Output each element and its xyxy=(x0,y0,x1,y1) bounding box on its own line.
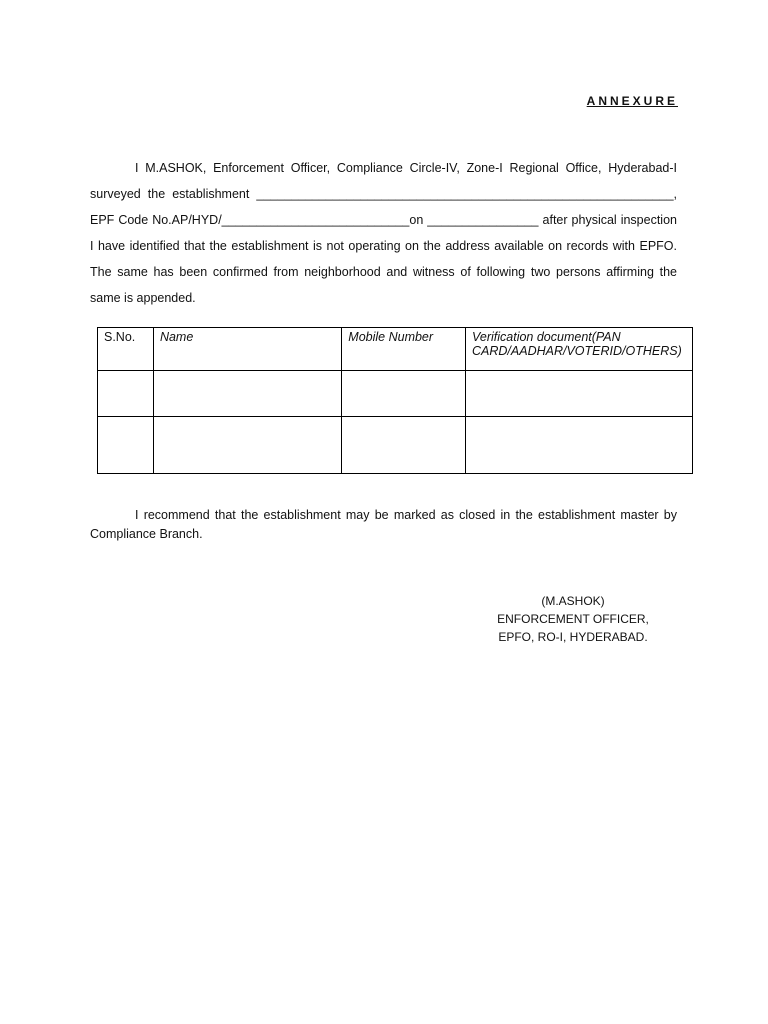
annexure-title: ANNEXURE xyxy=(586,94,678,108)
recommendation-line-2: Compliance Branch. xyxy=(90,527,203,541)
recommendation-line-1: I recommend that the establishment may be marked as closed in the establishment master by xyxy=(135,508,677,522)
paragraph-line-6: same is appended. xyxy=(90,291,196,305)
table-cell xyxy=(466,371,693,417)
paragraph-line-4: I have identified that the establishment is not operating on the address available on records with EPFO. xyxy=(90,239,677,253)
header-name: Name xyxy=(153,328,341,371)
table-cell xyxy=(153,371,341,417)
table-row xyxy=(98,417,693,474)
table-cell xyxy=(153,417,341,474)
paragraph-line-3: EPF Code No.AP/HYD/___________________________on ________________ after physical inspection xyxy=(90,213,677,227)
table-row xyxy=(98,371,693,417)
signature-block xyxy=(488,592,658,646)
table-cell xyxy=(466,417,693,474)
signatory-designation: ENFORCEMENT OFFICER, xyxy=(497,612,649,626)
table-cell xyxy=(98,417,154,474)
paragraph-line-1: I M.ASHOK, Enforcement Officer, Compliance Circle-IV, Zone-I Regional Office, Hyderabad-I xyxy=(135,161,677,175)
signatory-name: (M.ASHOK) xyxy=(541,594,605,608)
paragraph-line-5: The same has been confirmed from neighborhood and witness of following two persons affirming the xyxy=(90,265,677,279)
recommendation-paragraph xyxy=(90,506,677,544)
table-cell xyxy=(342,371,466,417)
witness-table xyxy=(97,327,693,474)
table-cell xyxy=(98,371,154,417)
header-sno: S.No. xyxy=(98,328,154,371)
table-header-row xyxy=(98,328,693,371)
table-cell xyxy=(342,417,466,474)
header-verification-document: Verification document(PAN CARD/AADHAR/VOTERID/OTHERS) xyxy=(466,328,693,371)
signatory-office: EPFO, RO-I, HYDERABAD. xyxy=(498,630,648,644)
header-mobile-number: Mobile Number xyxy=(342,328,466,371)
paragraph-line-2: surveyed the establishment ____________________________________________________________, xyxy=(90,187,677,201)
